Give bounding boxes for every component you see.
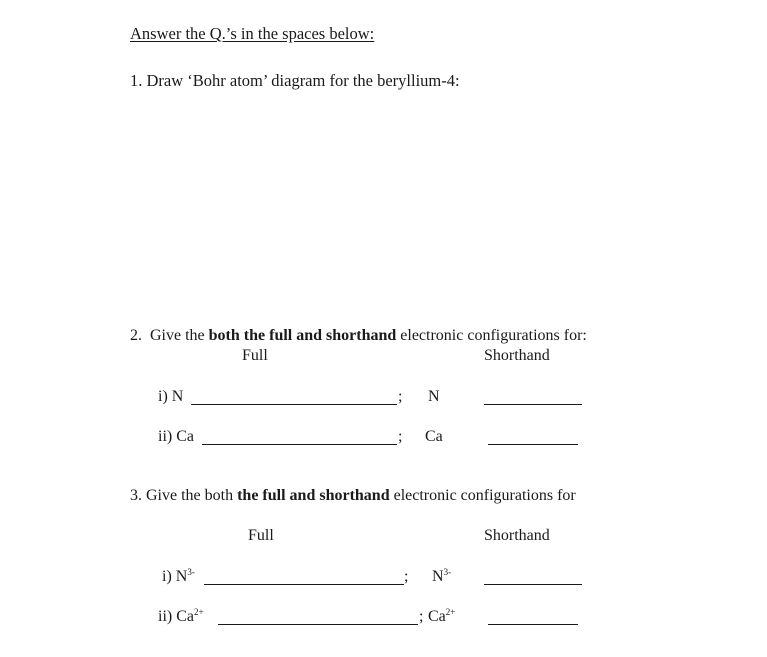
- question-2-col-shorthand: Shorthand: [484, 347, 550, 364]
- q3-row-1-full-blank[interactable]: [204, 584, 404, 585]
- question-2-text-pre: Give the: [150, 327, 209, 344]
- question-3-col-full: Full: [248, 527, 274, 544]
- q2-row-1-shorthand-blank[interactable]: [484, 404, 582, 405]
- q2-row-2-full-blank[interactable]: [202, 444, 397, 445]
- q2-row-1-separator: ;: [398, 388, 403, 405]
- q3-row-2-label: [158, 608, 204, 626]
- question-2-col-full: Full: [242, 347, 268, 364]
- q2-row-2-short-label: Ca: [425, 428, 443, 445]
- question-2-text: [130, 327, 587, 345]
- question-3-text-bold: the full and shorthand: [237, 487, 390, 504]
- q3-row-1-charge: 3-: [187, 567, 195, 577]
- question-3-text-pre: 3. Give the both: [130, 487, 238, 504]
- question-1-answer-space[interactable]: [130, 100, 630, 310]
- q3-row-2-full-blank[interactable]: [218, 624, 418, 625]
- question-2-text-post: electronic configurations for:: [396, 327, 587, 344]
- q2-row-2-label: ii) Ca: [158, 428, 194, 445]
- q2-row-2-shorthand-blank[interactable]: [488, 444, 578, 445]
- q2-row-2-separator: ;: [398, 428, 403, 445]
- q2-row-1-full-blank[interactable]: [191, 404, 397, 405]
- question-1-text: 1. Draw ‘Bohr atom’ diagram for the beryllium-4:: [130, 71, 460, 90]
- instructions-heading: Answer the Q.’s in the spaces below:: [130, 24, 375, 43]
- q3-row-1-separator: ;: [404, 568, 409, 585]
- q3-row-1-short-charge: 3-: [443, 567, 452, 577]
- question-3-col-shorthand: Shorthand: [484, 527, 550, 544]
- q3-row-2-short-charge: 2+: [445, 607, 456, 617]
- q3-row-2-label-text: ii) Ca: [158, 608, 194, 625]
- q3-row-1-shorthand-blank[interactable]: [484, 584, 582, 585]
- q3-row-2-shorthand-blank[interactable]: [488, 624, 578, 625]
- q3-row-1-short-label: [432, 568, 451, 586]
- q3-row-2-short-label: [428, 608, 455, 626]
- q3-row-1-label: [162, 568, 195, 586]
- q3-row-2-short-label-text: Ca: [428, 608, 446, 625]
- q2-row-1-label: i) N: [158, 388, 184, 405]
- question-2-number: 2.: [130, 327, 142, 344]
- question-2-text-bold: both the full and shorthand: [208, 327, 397, 344]
- q3-row-2-charge: 2+: [194, 607, 204, 617]
- q2-row-1-short-label: N: [428, 388, 440, 405]
- question-3-text-post: electronic configurations for: [389, 487, 576, 504]
- question-3-text: [130, 487, 576, 505]
- q3-row-2-separator: ;: [419, 608, 424, 625]
- q3-row-1-short-label-text: N: [432, 568, 444, 585]
- q3-row-1-label-text: i) N: [162, 568, 188, 585]
